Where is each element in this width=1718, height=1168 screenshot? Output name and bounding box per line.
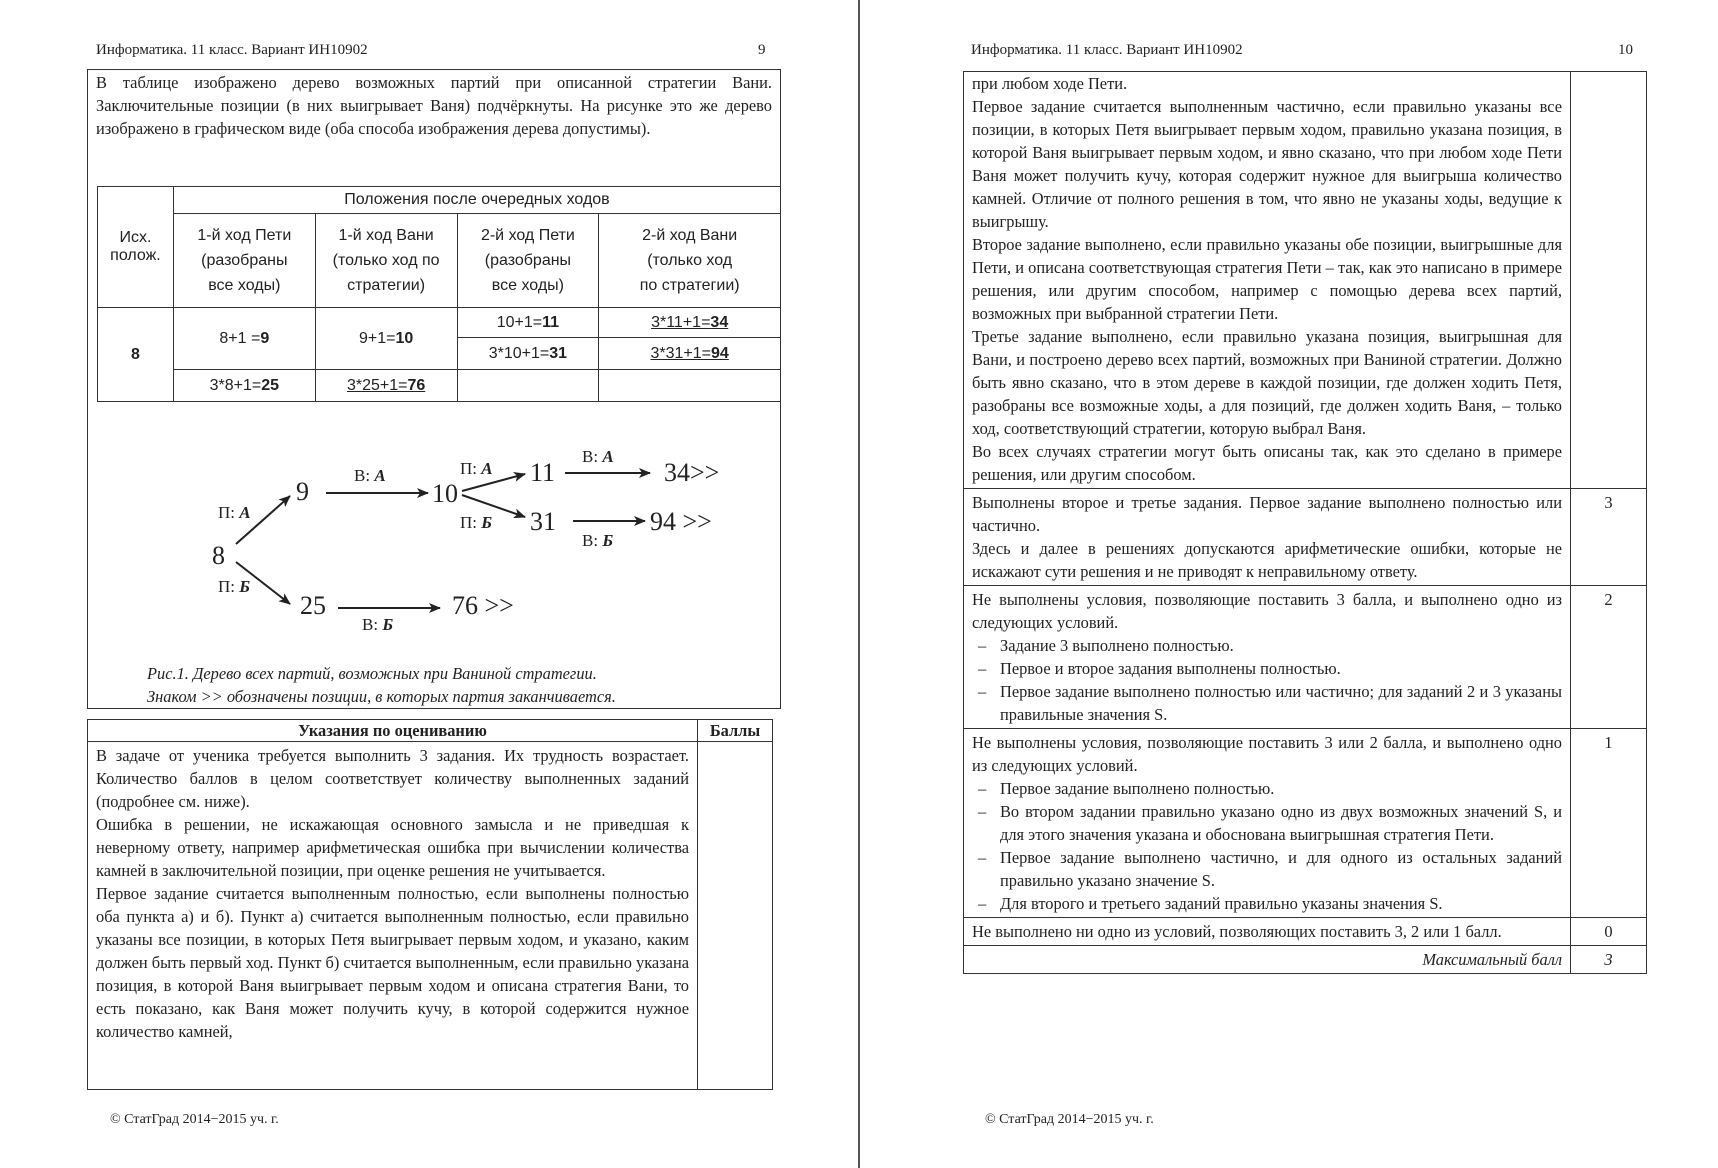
score-1: 1	[1571, 729, 1647, 918]
grading-head-score: Баллы	[698, 720, 773, 742]
label-p-b-2: П: Б	[460, 513, 493, 532]
right-footer: © СтатГрад 2014−2015 уч. г.	[985, 1112, 1154, 1127]
cell-r1-c1	[173, 308, 315, 370]
row2-list	[972, 634, 1562, 726]
cont-p1: при любом ходе Пети.	[972, 74, 1128, 93]
label-v-b-2: В: Б	[362, 615, 394, 634]
node-34: 34>>	[664, 458, 720, 487]
label-v-prefix: В:	[582, 531, 599, 550]
cell-r2-c4	[599, 338, 781, 370]
start-header-l1: Исх.	[119, 229, 152, 246]
score-3: 3	[1571, 489, 1647, 586]
label-a: А	[481, 459, 493, 478]
node-76: 76 >>	[452, 591, 514, 620]
row-score-2	[964, 586, 1571, 729]
row0-p1: Не выполнено ни одно из условий, позволяющих поставить 3, 2 или 1 балл.	[972, 922, 1502, 941]
col4-l2: (только ход	[647, 252, 733, 269]
r3c2-val: 76	[407, 376, 426, 394]
cell-r3-c3	[457, 370, 599, 402]
r1c3-expr: 10+1=	[496, 313, 543, 331]
r1c4-val: 34	[710, 313, 729, 331]
page-divider	[858, 0, 860, 1168]
cont-score	[1571, 72, 1647, 489]
figure-caption-1: Рис.1. Дерево всех партий, возможных при Ваниной стратегии.	[147, 664, 597, 683]
label-b: Б	[602, 531, 614, 550]
grading-head-title: Указания по оцениванию	[88, 720, 698, 742]
r3c1-val: 25	[261, 376, 280, 394]
cont-p4: Третье задание выполнено, если правильно указана позиция, выигрышная для Вани, и построено дерево всех партий, возможных при Ваниной стратегии. Должно быть явно сказано, что в этом дереве в каждой позиции, где должен ходить Петя, разобраны все возможные ходы, а для позиций, где должен ходить Ваня, – только ход, соответствующий стратегии, которую выбрал Ваня.	[972, 327, 1562, 438]
label-p-prefix: П:	[218, 503, 235, 522]
r1c4-expr: 3*11+1=	[651, 313, 711, 331]
col1-l1: 1-й ход Пети	[197, 227, 292, 244]
intro-text: В таблице изображено дерево возможных партий при описанной стратегии Вани. Заключительные позиции (в них выигрывает Ваня) подчёркнуты. На рисунке это же дерево изображено в графическом виде (оба способа изображения дерева допустимы).	[96, 73, 772, 138]
col2-l2: (только ход по	[332, 252, 440, 269]
r1c3-val: 11	[542, 313, 560, 331]
figure-caption-2: Знаком >> обозначены позиции, в которых партия заканчивается.	[147, 687, 616, 706]
col1-l3: все ходы)	[208, 277, 281, 294]
r1c1-expr: 8+1 =	[219, 329, 261, 347]
left-page-header: Информатика. 11 класс. Вариант ИН10902	[96, 42, 368, 58]
col1-l2: (разобраны	[201, 252, 288, 269]
intro-paragraph	[96, 71, 772, 140]
moves-table	[97, 186, 781, 402]
grading-table-right	[963, 71, 1647, 974]
cell-r1-c4	[599, 308, 781, 338]
cont-p2: Первое задание считается выполненным частично, если правильно указаны все позиции, в которых Петя выигрывает первым ходом, правильно указана позиция, в которой Ваня выигрывает первым ходом, и явно сказано, что при любом ходе Пети Ваня может получить кучу, которая содержит нужное для выигрыша количество камней. Отличие от полного решения в том, что явно не указаны ходы, ведущие к выигрышу.	[972, 97, 1562, 231]
col2-l1: 1-й ход Вани	[338, 227, 434, 244]
col4-l3: по стратегии)	[639, 277, 740, 294]
left-footer: © СтатГрад 2014−2015 уч. г.	[110, 1112, 279, 1127]
row1-item: – Первое задание выполнено полностью.	[972, 777, 1562, 800]
row-score-0	[964, 918, 1571, 946]
row3-p2: Здесь и далее в решениях допускаются арифметические ошибки, которые не искажают сути решения и не приводят к неправильному ответу.	[972, 539, 1562, 581]
start-position: 8	[98, 308, 174, 402]
right-page-number: 10	[1618, 42, 1633, 58]
max-score-value: 3	[1571, 946, 1647, 974]
cell-r1-c3	[457, 308, 599, 338]
row2-item: – Первое задание выполнено полностью или частично; для заданий 2 и 3 указаны правильные значения S.	[972, 680, 1562, 726]
grading-p1: В задаче от ученика требуется выполнить 3 задания. Их трудность возрастает. Количество баллов в целом соответствует количеству выполненных заданий (подробнее см. ниже).	[96, 746, 689, 811]
row1-item: – Для второго и третьего заданий правильно указаны значения S.	[972, 892, 1562, 915]
label-p-a-2: П: А	[460, 459, 493, 478]
node-25: 25	[300, 591, 326, 620]
start-header-l2: полож.	[110, 247, 161, 264]
grading-table-left-wrap	[87, 719, 773, 1090]
label-b: Б	[481, 513, 493, 532]
grading-general-score	[698, 742, 773, 1091]
grading-general-cell	[88, 742, 698, 1091]
row1-list	[972, 777, 1562, 915]
game-tree-figure	[180, 430, 780, 640]
row3-p1: Выполнены второе и третье задания. Первое задание выполнено полностью или частично.	[972, 493, 1562, 535]
node-10: 10	[432, 479, 458, 508]
label-p-prefix: П:	[218, 577, 235, 596]
col3-l1: 2-й ход Пети	[480, 227, 575, 244]
label-a: А	[602, 447, 614, 466]
r3c1-expr: 3*8+1=	[209, 376, 262, 394]
r1c1-val: 9	[260, 329, 270, 347]
row1-item: – Во втором задании правильно указано одно из двух возможных значений S, и для этого значения указана и обоснована выигрышная стратегия Пети.	[972, 800, 1562, 846]
row2-item: – Первое и второе задания выполнены полностью.	[972, 657, 1562, 680]
cell-r2-c3	[457, 338, 599, 370]
node-9: 9	[296, 477, 309, 506]
col4-l1: 2-й ход Вани	[642, 227, 738, 244]
col-header-1	[173, 214, 315, 308]
label-v-a-2: В: А	[582, 447, 614, 466]
cont-p5: Во всех случаях стратегии могут быть описаны так, как это сделано в примере решения, или другим способом.	[972, 442, 1562, 484]
col-header-4	[599, 214, 781, 308]
max-score-label: Максимальный балл	[964, 946, 1571, 974]
row1-intro: Не выполнены условия, позволяющие поставить 3 или 2 балла, и выполнено одно из следующих условий.	[972, 733, 1562, 775]
r2c3-expr: 3*10+1=	[488, 344, 550, 362]
label-a: А	[239, 503, 251, 522]
start-header-cell	[98, 187, 174, 308]
grading-p2: Ошибка в решении, не искажающая основного замысла и не приведшая к неверному ответу, например арифметическая ошибка при вычислении количества камней в заключительной позиции, при оценке решения не учитывается.	[96, 815, 689, 880]
row-score-1	[964, 729, 1571, 918]
label-p-b-1	[218, 577, 250, 596]
score-0: 0	[1571, 918, 1647, 946]
row2-intro: Не выполнены условия, позволяющие поставить 3 балла, и выполнено одно из следующих условий.	[972, 590, 1562, 632]
label-p-a-1	[218, 503, 251, 522]
cont-p3: Второе задание выполнено, если правильно указаны обе позиции, выигрышные для Пети, и описана соответствующая стратегия Пети – так, как это написано в примере решения, или другим способом, например с помощью дерева всех партий, возможных при выбранной стратегии Пети.	[972, 235, 1562, 323]
cell-r1-c2	[315, 308, 457, 370]
left-page-number: 9	[758, 42, 766, 58]
cont-cell	[964, 72, 1571, 489]
label-v-a-1: В: А	[354, 466, 386, 485]
cell-r3-c2	[315, 370, 457, 402]
label-v-b-1	[582, 531, 613, 550]
cell-r3-c1	[173, 370, 315, 402]
score-2: 2	[1571, 586, 1647, 729]
node-11: 11	[530, 458, 556, 487]
col3-l2: (разобраны	[484, 252, 572, 269]
row1-item: – Первое задание выполнено частично, и для одного из остальных заданий правильно указано значение S.	[972, 846, 1562, 892]
label-b: Б	[239, 577, 251, 596]
r2c4-val: 94	[711, 344, 729, 362]
col2-l3: стратегии)	[347, 277, 426, 294]
grading-p3: Первое задание считается выполненным полностью, если выполнены полностью оба пункта а) и б). Пункт а) считается выполненным полностью, если правильно указаны все позиции, в которых Петя выигрывает первым ходом, и указано, каким должен быть первый ход. Пункт б) считается выполненным, если правильно указана позиция, в которой Ваня выигрывает первым ходом и описана стратегия Вани, то есть показано, как Ваня может получить кучу, в которой содержится нужное количество камней,	[96, 884, 689, 1041]
label-a: А	[374, 466, 386, 485]
row2-item: – Задание 3 выполнено полностью.	[972, 634, 1562, 657]
cell-r3-c4	[599, 370, 781, 402]
group-header: Положения после очередных ходов	[173, 187, 780, 214]
r1c2-expr: 9+1=	[358, 329, 396, 347]
row-score-3	[964, 489, 1571, 586]
r1c2-val: 10	[395, 329, 414, 347]
r2c4-expr: 3*31+1=	[650, 344, 712, 362]
node-31: 31	[530, 507, 556, 536]
r2c3-val: 31	[549, 344, 568, 362]
right-page-header: Информатика. 11 класс. Вариант ИН10902	[971, 42, 1243, 58]
col3-l3: все ходы)	[491, 277, 564, 294]
col-header-3	[457, 214, 599, 308]
node-94: 94 >>	[650, 507, 712, 536]
label-b: Б	[382, 615, 394, 634]
col-header-2	[315, 214, 457, 308]
node-8: 8	[212, 541, 225, 570]
r3c2-expr: 3*25+1=	[346, 376, 408, 394]
grading-table-left	[87, 719, 773, 1090]
